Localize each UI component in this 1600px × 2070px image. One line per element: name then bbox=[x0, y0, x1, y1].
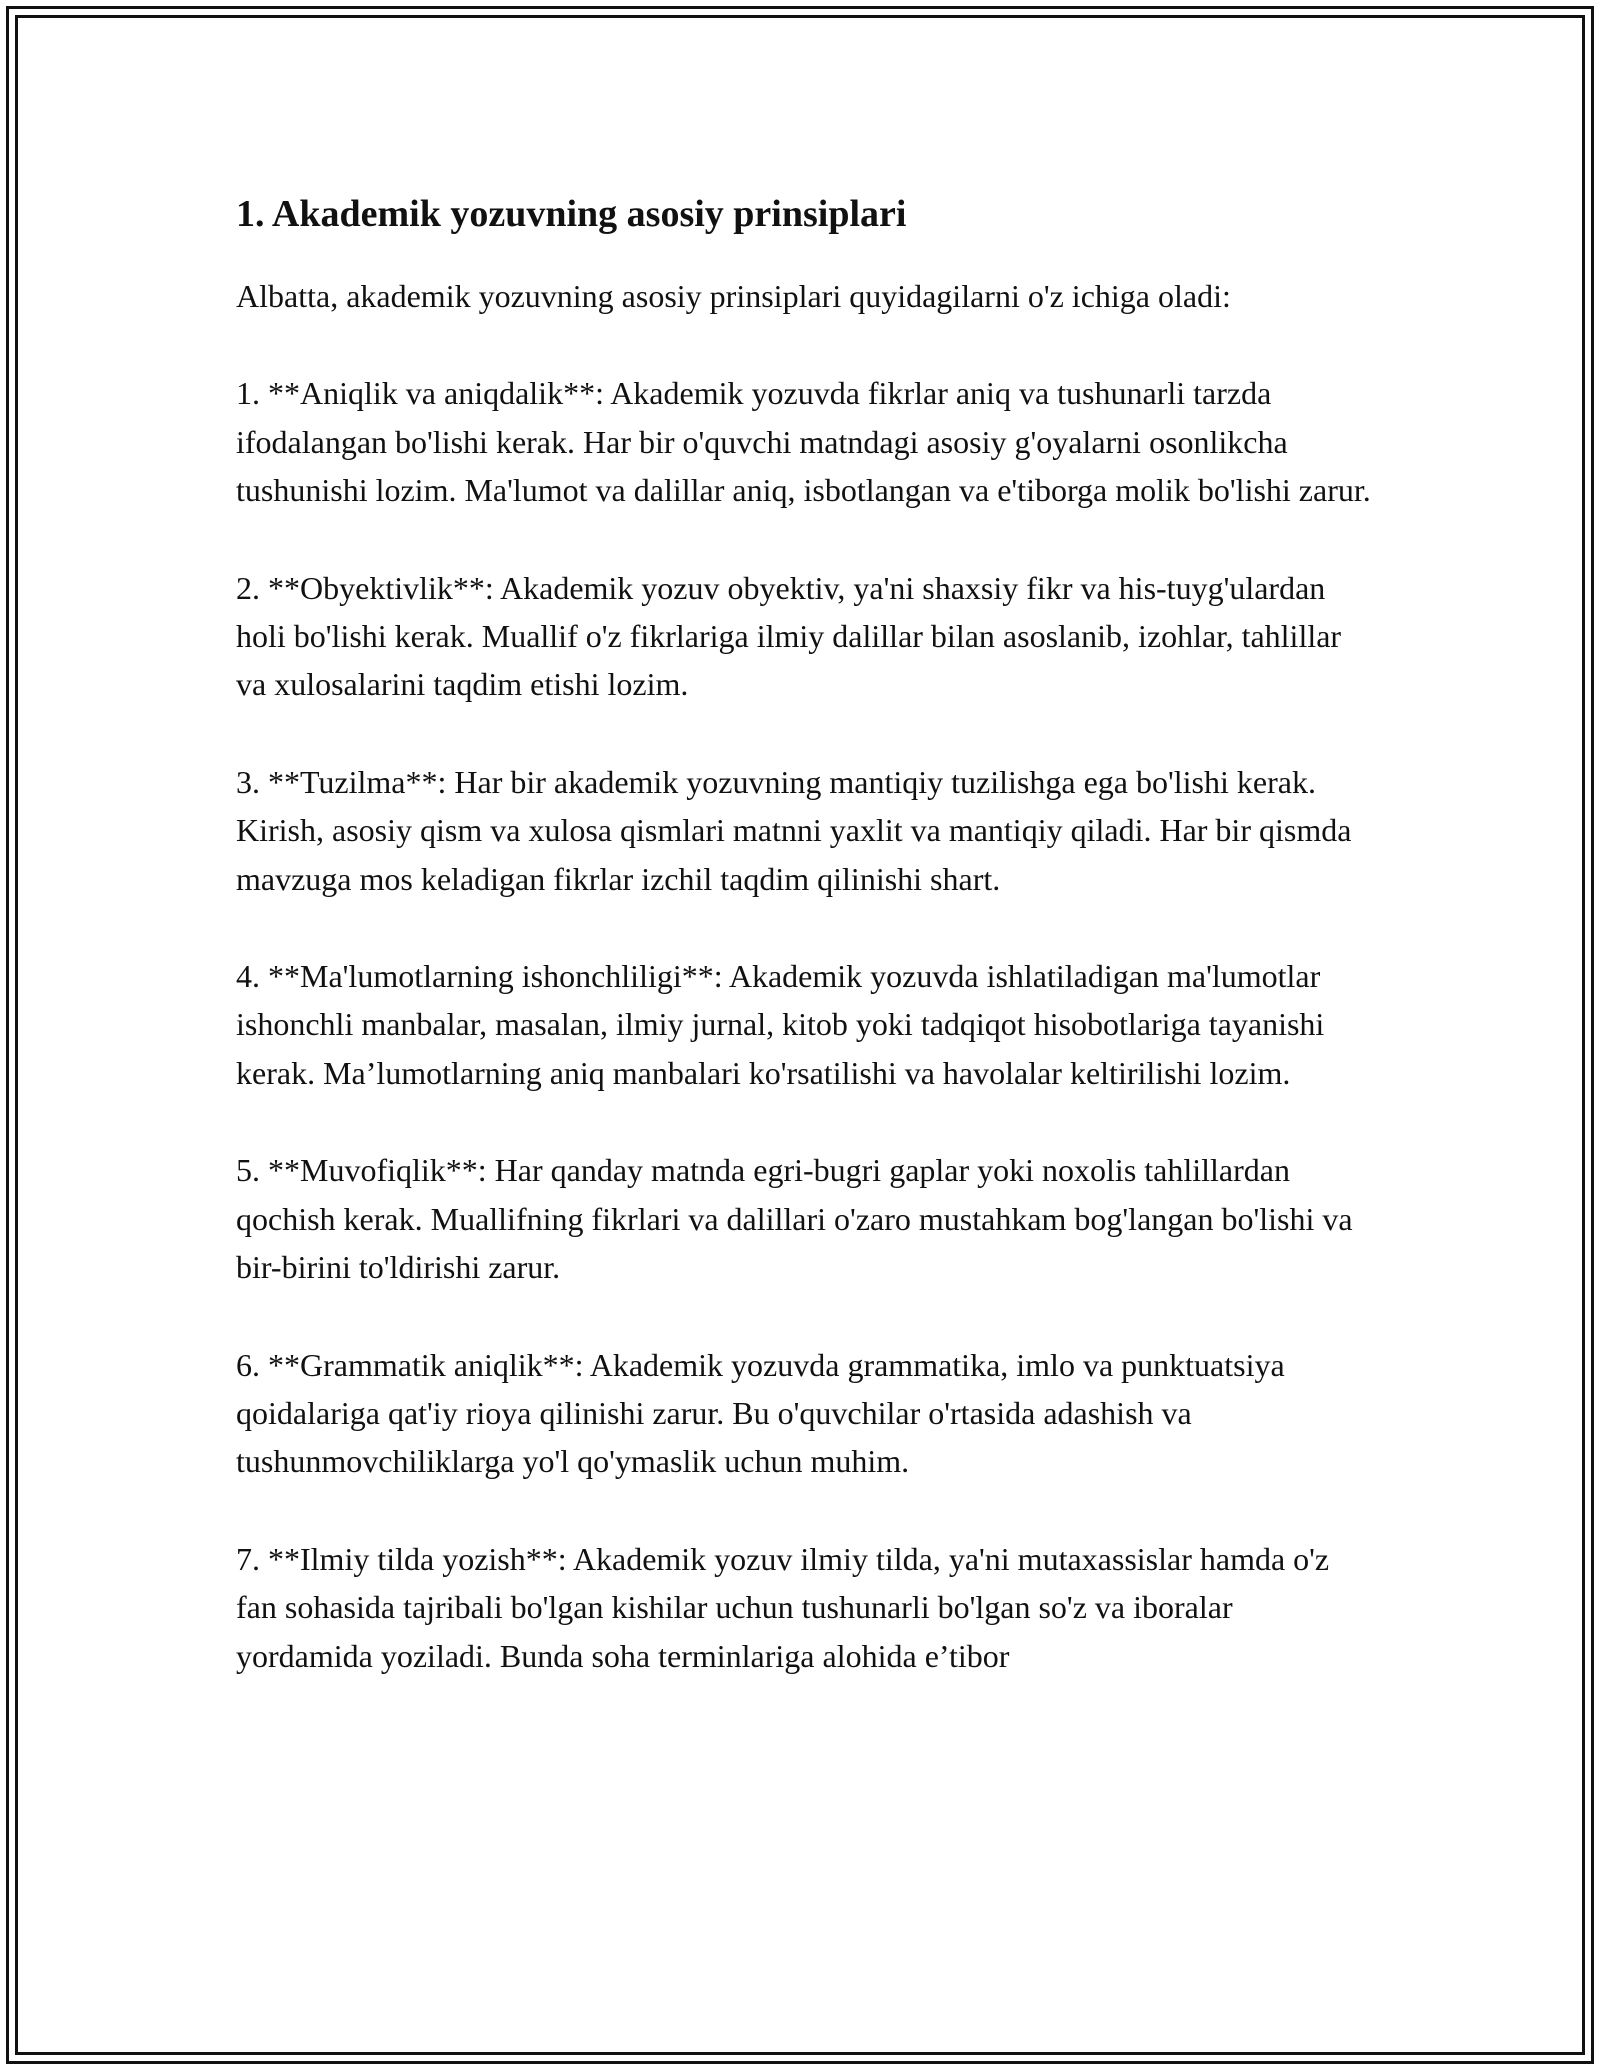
principle-item-1: 1. **Aniqlik va aniqdalik**: Akademik yozuvda fikrlar aniq va tushunarli tarzda ifodalangan bo'lishi kerak. Har bir o'quvchi matndagi asosiy g'oyalarni osonlikcha tushunishi lozim. Ma'lumot va dalillar aniq, isbotlangan va e'tiborga molik bo'lishi zarur. bbox=[236, 375, 1371, 509]
intro-paragraph: Albatta, akademik yozuvning asosiy prinsiplari quyidagilarni o'z ichiga oladi: bbox=[236, 278, 1231, 314]
principle-item-3: 3. **Tuzilma**: Har bir akademik yozuvning mantiqiy tuzilishga ega bo'lishi kerak. Kirish, asosiy qism va xulosa qismlari matnni yaxlit va mantiqiy qiladi. Har bir qismda mavzuga mos keladigan fikrlar izchil taqdim qilinishi shart. bbox=[236, 763, 1352, 897]
principle-item-7: 7. **Ilmiy tilda yozish**: Akademik yozuv ilmiy tilda, ya'ni mutaxassislar hamda o'z fan sohasida tajribali bo'lgan kishilar uchun tushunarli bo'lgan so'z va iboralar yordamida yoziladi. Bunda soha terminlariga alohida e’tibor bbox=[236, 1540, 1330, 1674]
document-body bbox=[236, 186, 1376, 1729]
principle-item-2: 2. **Obyektivlik**: Akademik yozuv obyektiv, ya'ni shaxsiy fikr va his-tuyg'ulardan holi bo'lishi kerak. Muallif o'z fikrlariga ilmiy dalillar bilan asoslanib, izohlar, tahlillar va xulosalarini taqdim etishi lozim. bbox=[236, 569, 1342, 703]
section-heading: 1. Akademik yozuvning asosiy prinsiplari bbox=[236, 193, 907, 235]
principle-item-6: 6. **Grammatik aniqlik**: Akademik yozuvda grammatika, imlo va punktuatsiya qoidalariga qat'iy rioya qilinishi zarur. Bu o'quvchilar o'rtasida adashish va tushunmovchiliklarga yo'l qo'ymaslik uchun muhim. bbox=[236, 1346, 1285, 1480]
principle-item-4: 4. **Ma'lumotlarning ishonchliligi**: Akademik yozuvda ishlatiladigan ma'lumotlar ishonchli manbalar, masalan, ilmiy jurnal, kitob yoki tadqiqot hisobotlariga tayanishi kerak. Ma’lumotlarning aniq manbalari ko'rsatilishi va havolalar keltirilishi lozim. bbox=[236, 958, 1325, 1091]
principle-item-5: 5. **Muvofiqlik**: Har qanday matnda egri-bugri gaplar yoki noxolis tahlillardan qochish kerak. Muallifning fikrlari va dalillari o'zaro mustahkam bog'langan bo'lishi va bir-birini to'ldirishi zarur. bbox=[236, 1152, 1353, 1286]
